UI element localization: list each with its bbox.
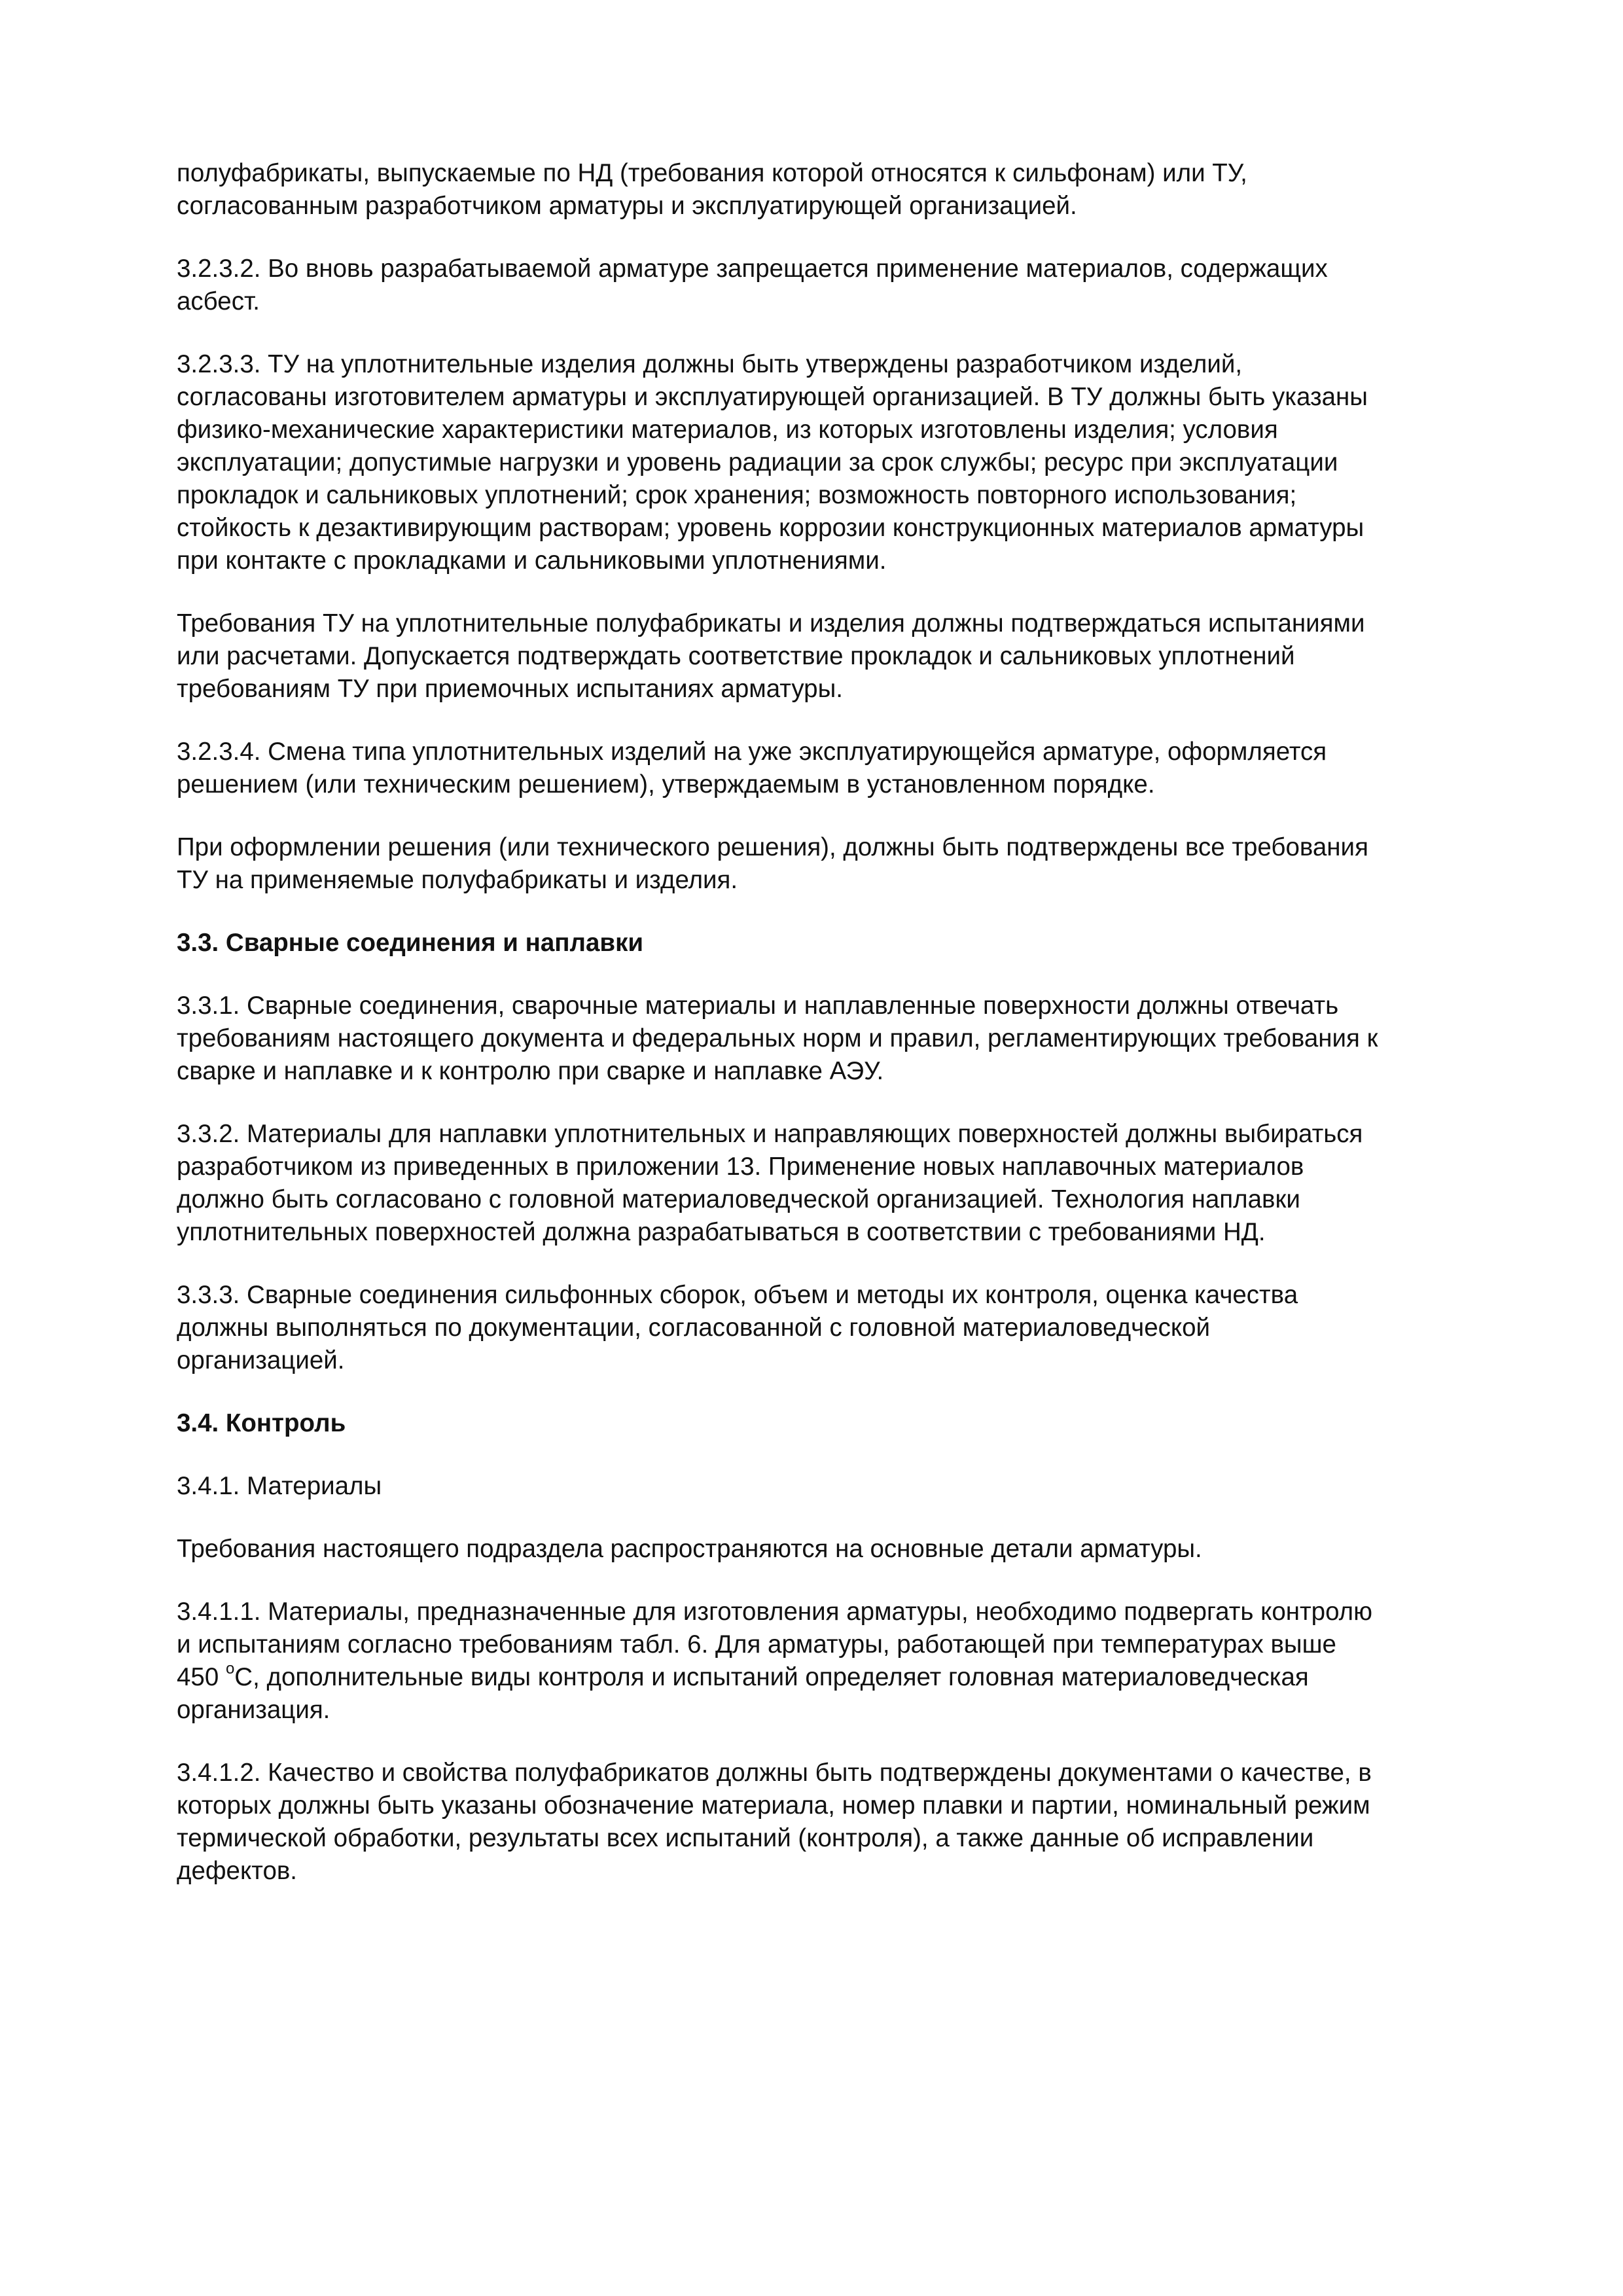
paragraph-3-4-1-1 (177, 1596, 1453, 1727)
paragraph-tu-requirements: Требования ТУ на уплотнительные полуфабрикаты и изделия должны подтверждаться испытаниями или расчетами. Допускается подтверждать соответствие прокладок и сальниковых уплотнений требованиям ТУ при приемочных испытаниях арматуры. (177, 609, 1365, 703)
paragraph-3-3-1: 3.3.1. Сварные соединения, сварочные материалы и наплавленные поверхности должны отвечать требованиям настоящего документа и федеральных норм и правил, регламентирующих требования к сварке и наплавке и к контролю при сварке и наплавке АЭУ. (177, 992, 1378, 1085)
section-heading-3-4: 3.4. Контроль (177, 1409, 346, 1437)
paragraph-3-3-2: 3.3.2. Материалы для наплавки уплотнительных и направляющих поверхностей должны выбираться разработчиком из приведенных в приложении 13. Применение новых наплавочных материалов должно быть согласовано с головной материаловедческой организацией. Технология наплавки уплотнительных поверхностей должна разрабатываться в соответствии с требованиями НД. (177, 1120, 1363, 1246)
paragraph-continuation: полуфабрикаты, выпускаемые по НД (требования которой относятся к сильфонам) или ТУ, согласованным разработчиком арматуры и эксплуатирующей организацией. (177, 159, 1247, 220)
paragraph-3-3-3: 3.3.3. Сварные соединения сильфонных сборок, объем и методы их контроля, оценка качества должны выполняться по документации, согласованной с головной материаловедческой организацией. (177, 1281, 1298, 1374)
paragraph-3-4-1-1-part-2: С, дополнительные виды контроля и испытаний определяет головная материаловедческая организация. (177, 1663, 1309, 1724)
paragraph-decision: При оформлении решения (или технического решения), должны быть подтверждены все требования ТУ на применяемые полуфабрикаты и изделия. (177, 833, 1368, 894)
degree-symbol: о (225, 1660, 235, 1678)
subsection-3-4-1: 3.4.1. Материалы (177, 1472, 382, 1500)
section-heading-3-3: 3.3. Сварные соединения и наплавки (177, 929, 644, 957)
paragraph-scope: Требования настоящего подраздела распространяются на основные детали арматуры. (177, 1535, 1202, 1563)
paragraph-3-4-1-2: 3.4.1.2. Качество и свойства полуфабрикатов должны быть подтверждены документами о качестве, в которых должны быть указаны обозначение материала, номер плавки и партии, номинальный режим термической обработки, результаты всех испытаний (контроля), а также данные об исправлении дефектов. (177, 1759, 1372, 1885)
paragraph-3-2-3-3: 3.2.3.3. ТУ на уплотнительные изделия должны быть утверждены разработчиком изделий, согласованы изготовителем арматуры и эксплуатирующей организацией. В ТУ должны быть указаны физико-механические характеристики материалов, из которых изготовлены изделия; условия эксплуатации; допустимые нагрузки и уровень радиации за срок службы; ресурс при эксплуатации прокладок и сальниковых уплотнений; срок хранения; возможность повторного использования; стойкость к дезактивирующим растворам; уровень коррозии конструкционных материалов арматуры при контакте с прокладками и сальниковыми уплотнениями. (177, 350, 1368, 575)
paragraph-3-2-3-4: 3.2.3.4. Смена типа уплотнительных изделий на уже эксплуатирующейся арматуре, оформляется решением (или техническим решением), утверждаемым в установленном порядке. (177, 738, 1327, 798)
paragraph-3-4-1-1-part-1: 3.4.1.1. Материалы, предназначенные для изготовления арматуры, необходимо подвергать контролю и испытаниям согласно требованиям табл. 6. Для арматуры, работающей при температурах выше 450 (177, 1598, 1373, 1691)
paragraph-3-2-3-2: 3.2.3.2. Во вновь разрабатываемой арматуре запрещается применение материалов, содержащих асбест. (177, 255, 1328, 315)
document-page (177, 157, 1453, 1918)
